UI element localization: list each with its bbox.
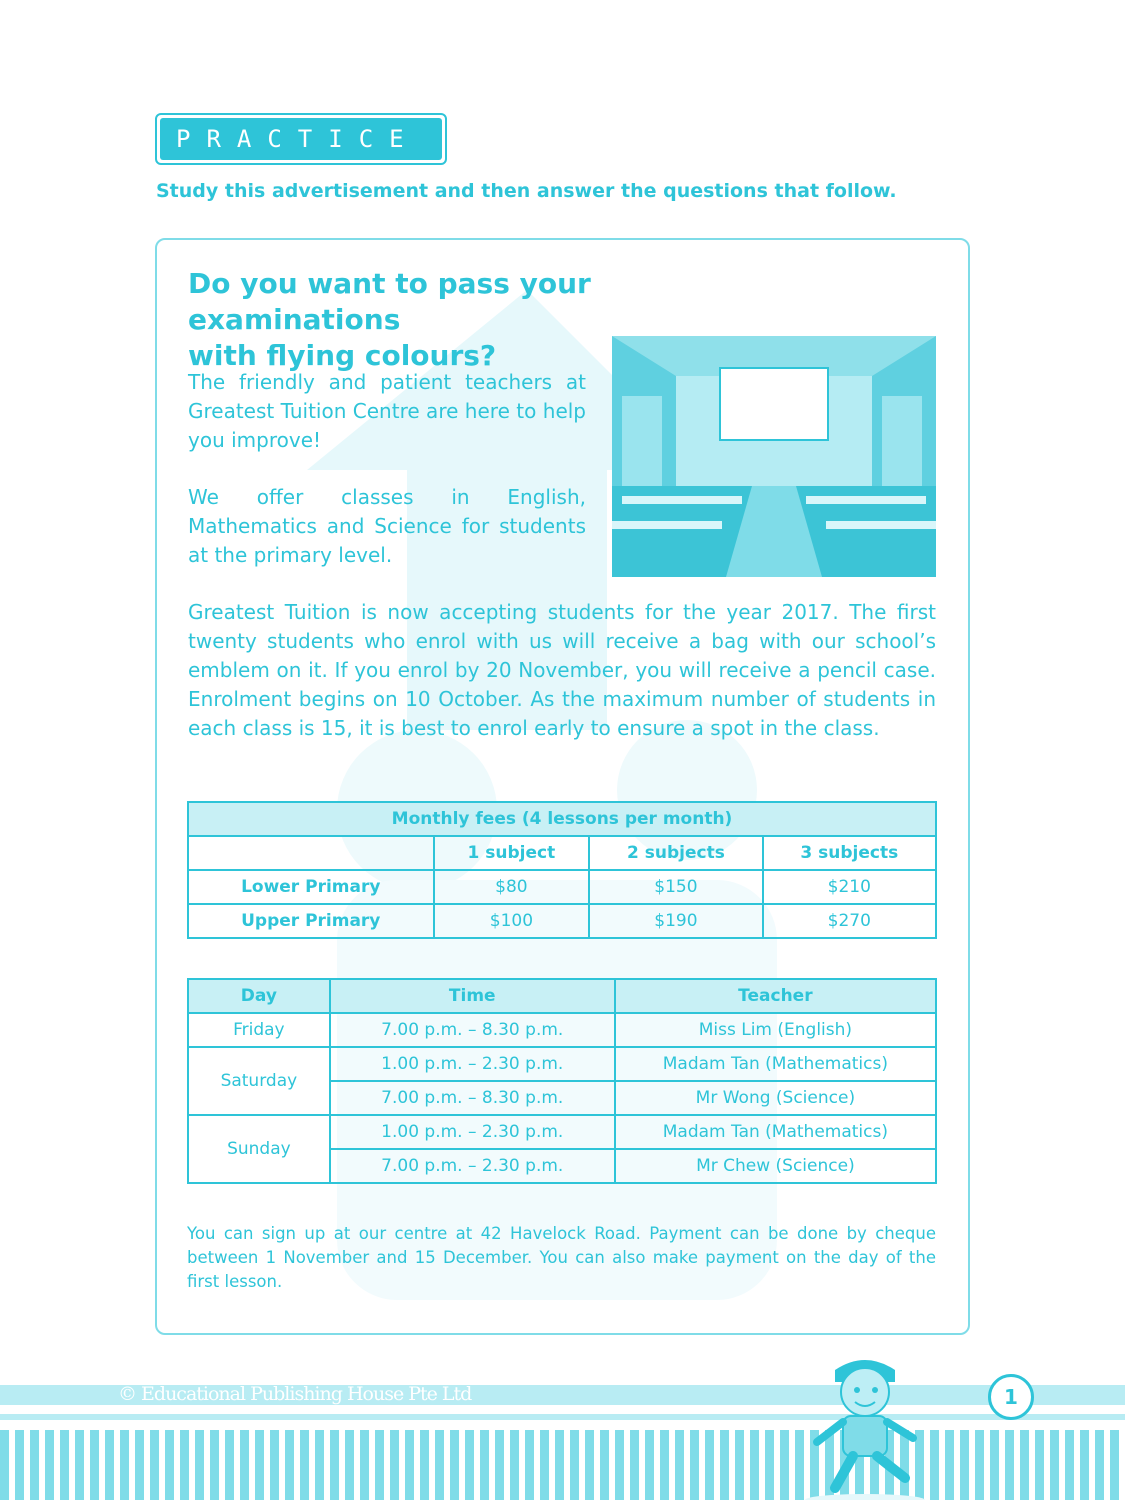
- table-row: [188, 904, 936, 938]
- schedule-teacher: Miss Lim (English): [615, 1013, 936, 1047]
- fee-cell: $210: [763, 870, 936, 904]
- fees-col-header: 1 subject: [434, 836, 590, 870]
- schedule-teacher: Madam Tan (Mathematics): [615, 1047, 936, 1081]
- schedule-time: 7.00 p.m. – 8.30 p.m.: [330, 1013, 615, 1047]
- schedule-time: 1.00 p.m. – 2.30 p.m.: [330, 1047, 615, 1081]
- schedule-col-header: Time: [330, 979, 615, 1013]
- fee-cell: $270: [763, 904, 936, 938]
- schedule-time: 1.00 p.m. – 2.30 p.m.: [330, 1115, 615, 1149]
- fees-table: [187, 801, 937, 939]
- classroom-photo: [612, 336, 936, 577]
- footer-divider: [0, 1414, 1125, 1420]
- fee-cell: $150: [589, 870, 762, 904]
- headline-line-2: with flying colours?: [188, 339, 497, 372]
- copyright-text: © Educational Publishing House Pte Ltd: [118, 1383, 472, 1405]
- classes-paragraph: We offer classes in English, Mathematics and Science for students at the primary level.: [188, 485, 586, 567]
- practice-label: PRACTICE 1: [160, 118, 442, 160]
- schedule-col-header: Teacher: [615, 979, 936, 1013]
- schedule-table: [187, 978, 937, 1184]
- fees-col-header: 3 subjects: [763, 836, 936, 870]
- fees-row-label: Upper Primary: [188, 904, 434, 938]
- schedule-teacher: Mr Wong (Science): [615, 1081, 936, 1115]
- intro-paragraph: The friendly and patient teachers at Greatest Tuition Centre are here to help you improve!: [188, 370, 586, 452]
- schedule-time: 7.00 p.m. – 2.30 p.m.: [330, 1149, 615, 1183]
- fees-col-header: 2 subjects: [589, 836, 762, 870]
- instruction-text: Study this advertisement and then answer the questions that follow.: [156, 180, 897, 202]
- table-row: [188, 1047, 936, 1081]
- page-number: 1: [988, 1374, 1034, 1420]
- schedule-teacher: Madam Tan (Mathematics): [615, 1115, 936, 1149]
- enrolment-paragraph: Greatest Tuition is now accepting students for the year 2017. The first twenty students who enrol with us will receive a bag with our school’s emblem on it. If you enrol by 20 November, you will receive a pencil case. Enrolment begins on 10 October. As the maximum number of students in each class is 15, it is best to enrol early to ensure a spot in the class.: [188, 600, 936, 740]
- schedule-day: Sunday: [188, 1115, 330, 1183]
- headline-line-1: Do you want to pass your examinations: [188, 267, 591, 336]
- fees-row-label: Lower Primary: [188, 870, 434, 904]
- fee-cell: $190: [589, 904, 762, 938]
- schedule-time: 7.00 p.m. – 8.30 p.m.: [330, 1081, 615, 1115]
- fee-cell: $100: [434, 904, 590, 938]
- table-row: [188, 1115, 936, 1149]
- footer-stripes: [0, 1430, 1125, 1500]
- schedule-day: Friday: [188, 1013, 330, 1047]
- payment-footnote: You can sign up at our centre at 42 Havelock Road. Payment can be done by cheque between 1 November and 15 December. You can also make payment on the day of the first lesson.: [187, 1224, 936, 1291]
- fees-col-header-empty: [188, 836, 434, 870]
- schedule-col-header: Day: [188, 979, 330, 1013]
- table-row: [188, 870, 936, 904]
- running-boy-mascot-icon: [795, 1350, 935, 1500]
- schedule-day: Saturday: [188, 1047, 330, 1115]
- schedule-teacher: Mr Chew (Science): [615, 1149, 936, 1183]
- practice-label-box: [155, 113, 481, 165]
- table-row: [188, 1013, 936, 1047]
- fees-table-title: Monthly fees (4 lessons per month): [188, 802, 936, 836]
- fee-cell: $80: [434, 870, 590, 904]
